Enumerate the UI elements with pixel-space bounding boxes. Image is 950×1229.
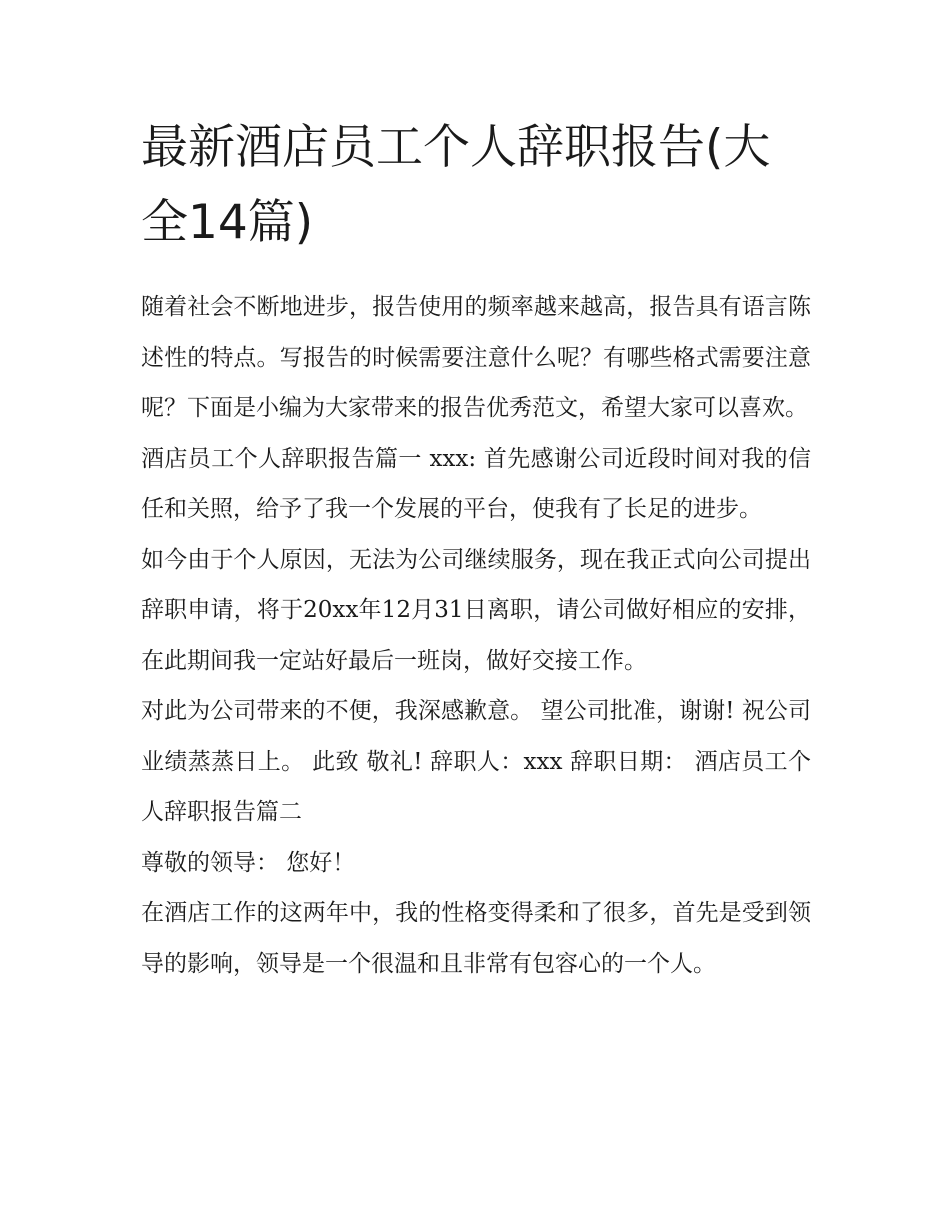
document-title: 最新酒店员工个人辞职报告(大全14篇) <box>141 120 771 250</box>
paragraph-intro: 随着社会不断地进步，报告使用的频率越来越高，报告具有语言陈述性的特点。写报告的时候需要注意什么呢？有哪些格式需要注意呢？下面是小编为大家带来的报告优秀范文，希望大家可以喜欢。 <box>141 294 811 421</box>
paragraph-2: 如今由于个人原因，无法为公司继续服务，现在我正式向公司提出辞职申请，将于20xx年12月31日离职，请公司做好相应的安排，在此期间我一定站好最后一班岗，做好交接工作。 <box>141 546 811 674</box>
paragraph-3: 对此为公司带来的不便，我深感歉意。 望公司批准，谢谢! 祝公司业绩蒸蒸日上。 此致 敬礼! 辞职人：xxx 辞职日期： 酒店员工个人辞职报告篇二 <box>141 698 811 825</box>
paragraph-greeting: 尊敬的领导： 您好！ <box>141 849 356 876</box>
document-page <box>141 110 811 989</box>
paragraph-1: 酒店员工个人辞职报告篇一 xxx: 首先感谢公司近段时间对我的信任和关照，给予了我一个发展的平台，使我有了长足的进步。 <box>141 445 811 522</box>
paragraph-4: 在酒店工作的这两年中，我的性格变得柔和了很多，首先是受到领导的影响，领导是一个很温和且非常有包容心的一个人。 <box>141 900 811 977</box>
